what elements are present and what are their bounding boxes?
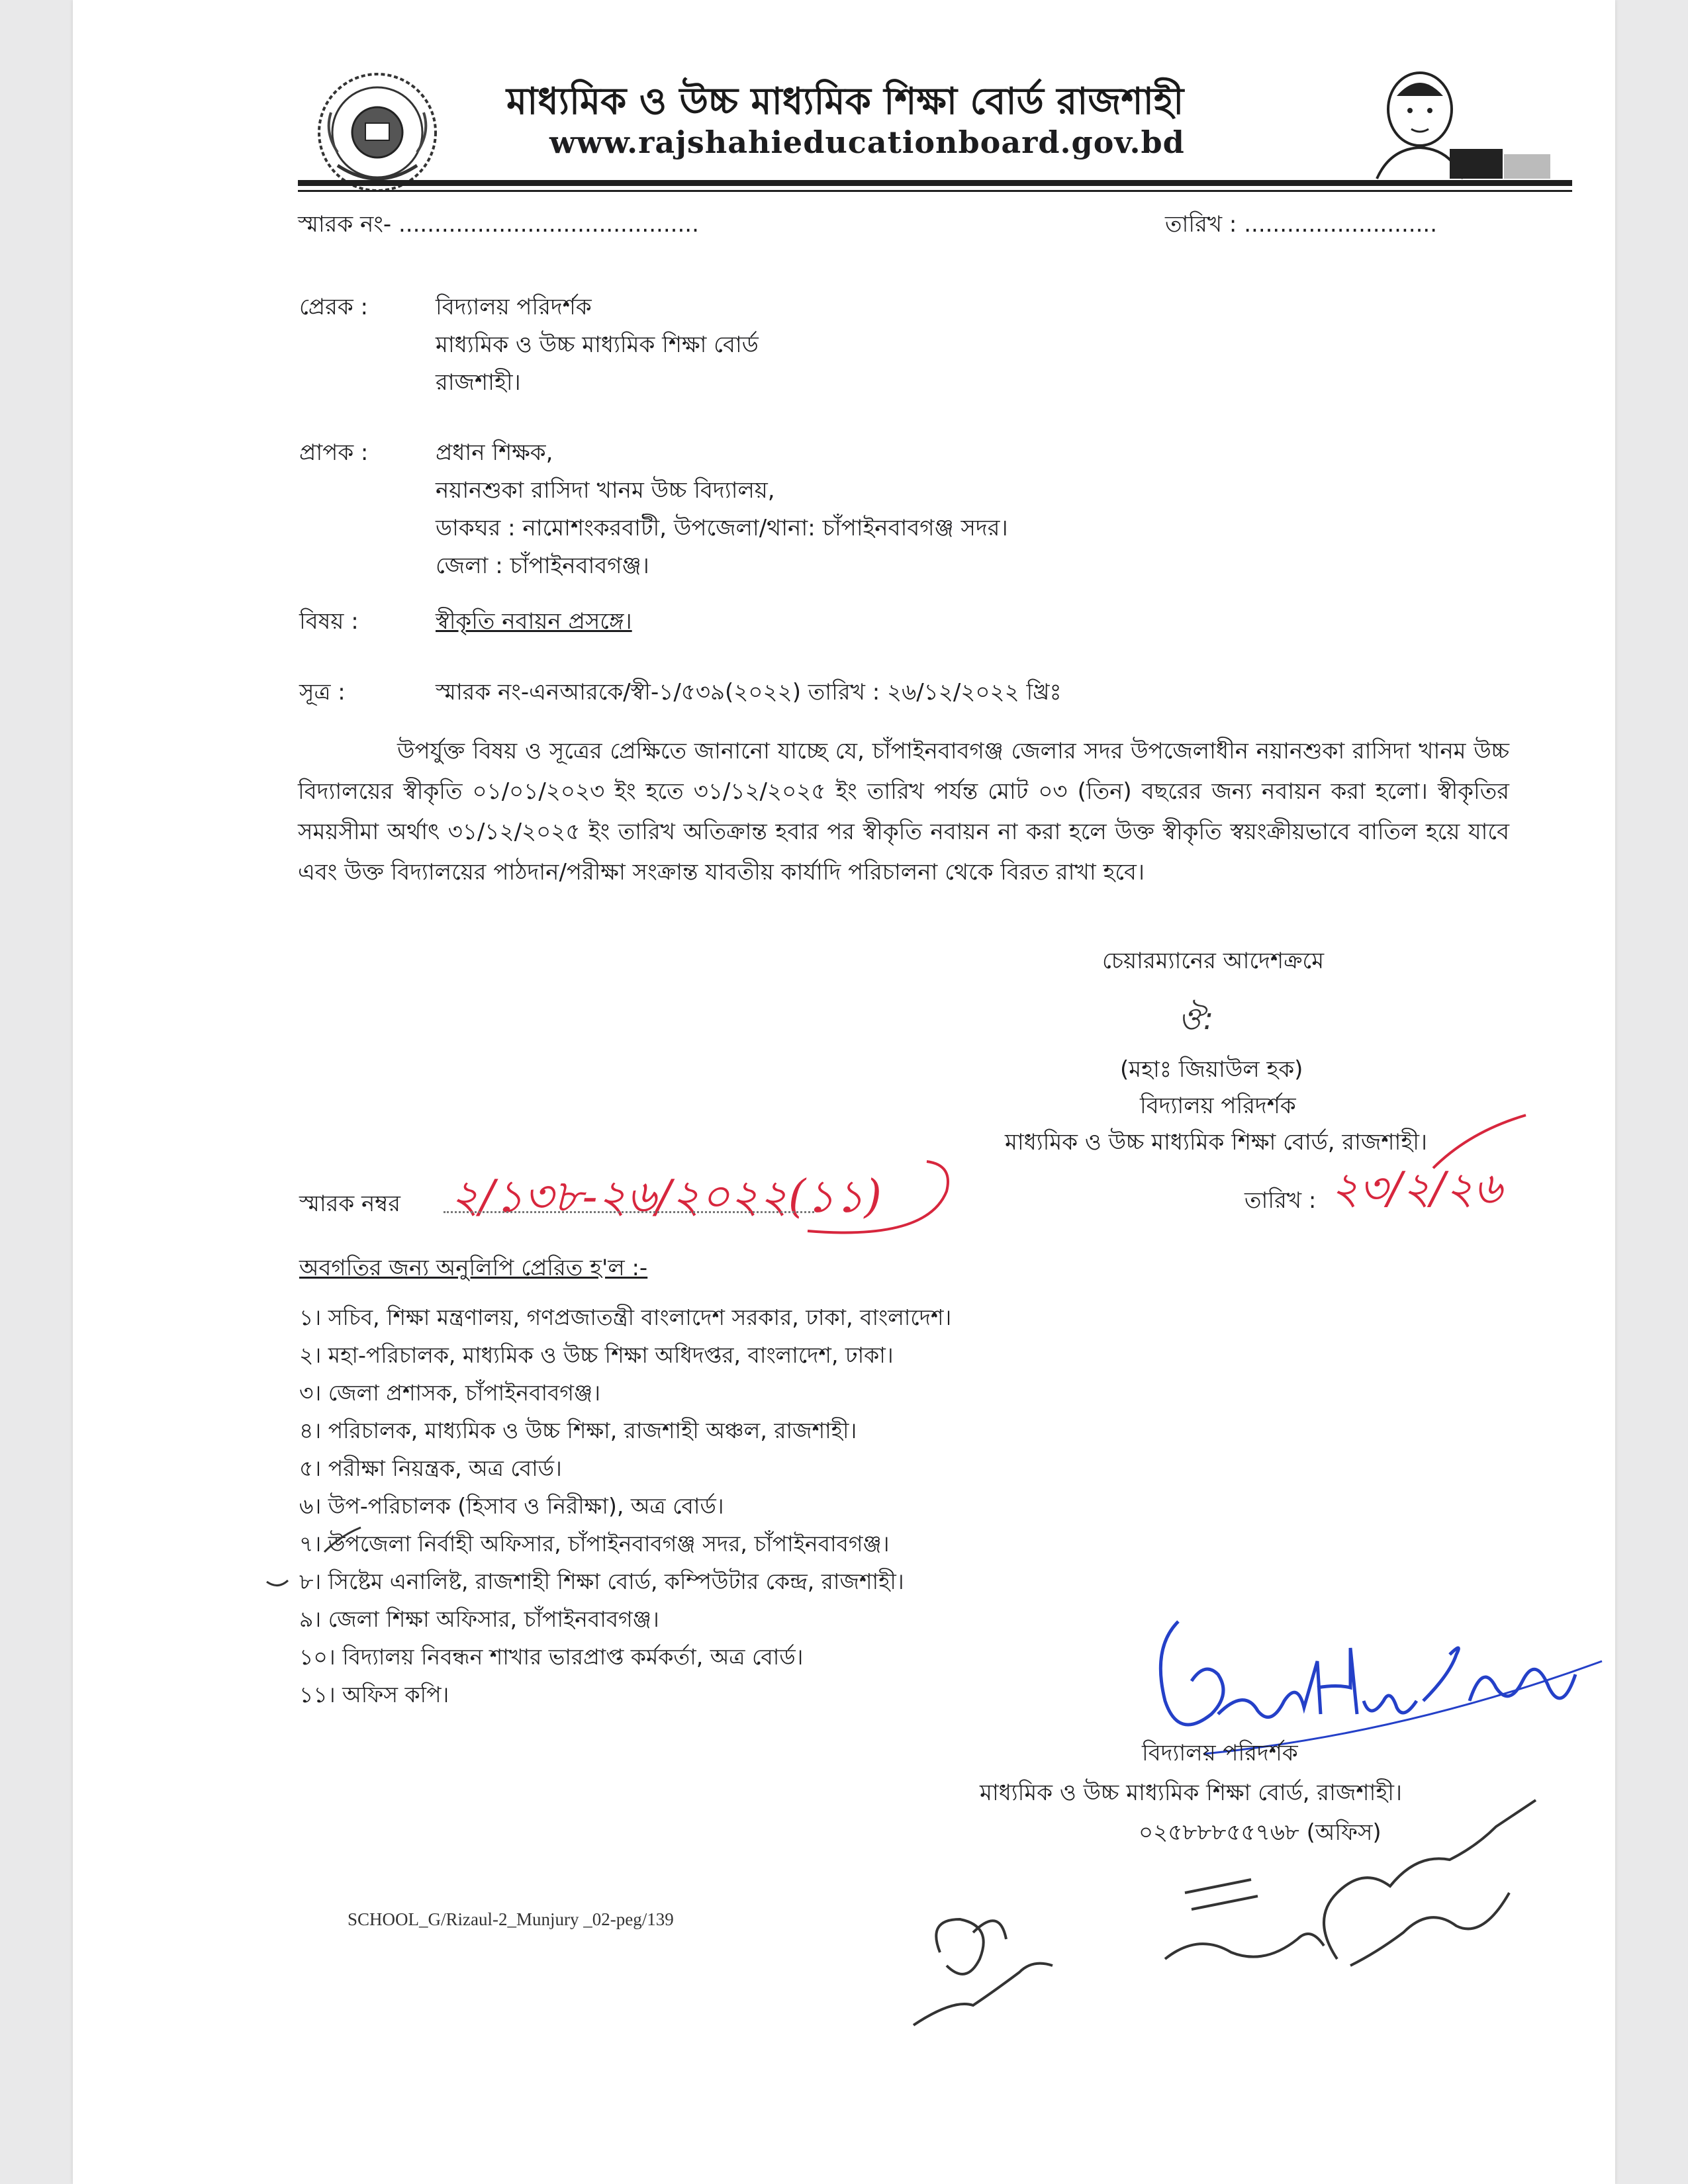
second-memo-date-label: তারিখ : — [1244, 1187, 1317, 1214]
subject-label: বিষয় : — [299, 608, 359, 635]
recipient-line: ডাকঘর : নামোশংকরবাটী, উপজেলা/থানা: চাঁপাইনবাবগঞ্জ সদর। — [436, 515, 1008, 541]
footer-office: মাধ্যমিক ও উচ্চ মাধ্যমিক শিক্ষা বোর্ড, রাজশাহী। — [980, 1780, 1403, 1806]
second-memo-date-handwritten: ২৩/২/২৬ — [1331, 1163, 1503, 1214]
reference-text: স্মারক নং-এনআরকে/স্বী-১/৫৩৯(২০২২) তারিখ : ২৬/১২/২০২২ খ্রিঃ — [436, 679, 1062, 705]
memo-ref: স্মারক নং- .......................................... — [298, 211, 699, 238]
board-seal-icon — [311, 66, 444, 199]
recipient-line: নয়ানশুকা রাসিদা খানম উচ্চ বিদ্যালয়, — [436, 477, 775, 504]
signatory-name: (মহাঃ জিয়াউল হক) — [1120, 1056, 1303, 1083]
copy-list-item: ১০। বিদ্যালয় নিবন্ধন শাখার ভারপ্রাপ্ত কর্মকর্তা, অত্র বোর্ড। — [299, 1644, 804, 1670]
subject-text: স্বীকৃতি নবায়ন প্রসঙ্গে। — [436, 608, 632, 635]
recipient-label: প্রাপক : — [299, 439, 369, 466]
copy-list-item: ৯। জেলা শিক্ষা অফিসার, চাঁপাইনবাবগঞ্জ। — [299, 1606, 659, 1632]
sender-label: প্রেরক : — [299, 294, 368, 320]
copy-list-item: ৩। জেলা প্রশাসক, চাঁপাইনবাবগঞ্জ। — [299, 1380, 601, 1406]
footer-designation: বিদ্যালয় পরিদর্শক — [1142, 1740, 1298, 1766]
body-paragraph: উপর্যুক্ত বিষয় ও সূত্রের প্রেক্ষিতে জানানো যাচ্ছে যে, চাঁপাইনবাবগঞ্জ জেলার সদর উপজেলাধীন নয়ানশুকা রাসিদা খানম উচ্চ বিদ্যালয়ের স্বীকৃতি ০১/০১/২০২৩ ইং হতে ৩১/১২/২০২৫ ইং তারিখ পর্যন্ত মোট ০৩ (তিন) বছরের জন্য নবায়ন করা হলো। স্বীকৃতির সময়সীমা অর্থাৎ ৩১/১২/২০২৫ ইং তারিখ অতিক্রান্ত হবার পর স্বীকৃতি নবায়ন না করা হলে উক্ত স্বীকৃতি স্বয়ংক্রীয়ভাবে বাতিল হয়ে যাবে এবং উক্ত বিদ্যালয়ের পাঠদান/পরীক্ষা সংক্রান্ত যাবতীয় কার্যাদি পরিচালনা থেকে বিরত রাখা হবে। — [298, 738, 1509, 886]
signatory-designation: বিদ্যালয় পরিদর্শক — [1140, 1093, 1296, 1119]
second-memo-ref-dotline — [444, 1211, 814, 1213]
copy-list-item: ৪। পরিচালক, মাধ্যমিক ও উচ্চ শিক্ষা, রাজশাহী অঞ্চল, রাজশাহী। — [299, 1418, 857, 1443]
copy-heading: অবগতির জন্য অনুলিপি প্রেরিত হ'ল :- — [299, 1255, 648, 1281]
reference-label: সূত্র : — [299, 679, 346, 705]
copy-list-item: ৮। সিষ্টেম এনালিষ্ট, রাজশাহী শিক্ষা বোর্ড, কম্পিউটার কেন্দ্র, রাজশাহী। — [299, 1569, 904, 1594]
memo-date: তারিখ : ........................... — [1165, 211, 1438, 238]
pen-tick-mark-icon — [261, 1522, 367, 1595]
header-rule-thick — [298, 180, 1572, 186]
initial-mark: ঔ: — [1178, 1001, 1214, 1036]
board-website: www.rajshahieducationboard.gov.bd — [549, 124, 1185, 160]
mujib-100-logo-icon — [1350, 63, 1569, 185]
sender-line: বিদ্যালয় পরিদর্শক — [436, 294, 592, 320]
recipient-line: জেলা : চাঁপাইনবাবগঞ্জ। — [436, 553, 649, 579]
copy-list-item: ৬। উপ-পরিচালক (হিসাব ও নিরীক্ষা), অত্র বোর্ড। — [299, 1493, 724, 1519]
sender-line: রাজশাহী। — [436, 369, 521, 396]
header-rule-thin — [298, 190, 1572, 192]
recipient-line: প্রধান শিক্ষক, — [436, 439, 553, 466]
file-code: SCHOOL_G/Rizaul-2_Munjury _02-peg/139 — [348, 1909, 674, 1929]
copy-list-item: ১। সচিব, শিক্ষা মন্ত্রণালয়, গণপ্রজাতন্ত্রী বাংলাদেশ সরকার, ঢাকা, বাংলাদেশ। — [299, 1304, 952, 1330]
second-memo-ref-handwritten: ২/১৩৮-২৬/২০২২(১১) — [450, 1171, 882, 1223]
footer-phone: ০২৫৮৮৮৫৫৭৬৮ (অফিস) — [1139, 1819, 1382, 1846]
signatory-office: মাধ্যমিক ও উচ্চ মাধ্যমিক শিক্ষা বোর্ড, রাজশাহী। — [1005, 1129, 1428, 1156]
copy-list-item: ১১। অফিস কপি। — [299, 1682, 449, 1707]
red-loop-mark-icon — [794, 1152, 960, 1244]
copy-list-item: ৫। পরীক্ষা নিয়ন্ত্রক, অত্র বোর্ড। — [299, 1455, 562, 1481]
handwritten-initials-icon — [900, 1774, 1562, 2032]
order-line: চেয়ারম্যানের আদেশক্রমে — [1102, 948, 1325, 974]
copy-list-item: ৭। উপজেলা নির্বাহী অফিসার, চাঁপাইনবাবগঞ্জ সদর, চাঁপাইনবাবগঞ্জ। — [299, 1531, 890, 1557]
second-memo-ref-label: স্মারক নম্বর — [299, 1191, 400, 1217]
copy-list-item: ২। মহা-পরিচালক, মাধ্যমিক ও উচ্চ শিক্ষা অধিদপ্তর, বাংলাদেশ, ঢাকা। — [299, 1342, 894, 1368]
board-title: মাধ্যমিক ও উচ্চ মাধ্যমিক শিক্ষা বোর্ড রাজশাহী — [506, 80, 1184, 123]
sender-line: মাধ্যমিক ও উচ্চ মাধ্যমিক শিক্ষা বোর্ড — [436, 332, 759, 358]
